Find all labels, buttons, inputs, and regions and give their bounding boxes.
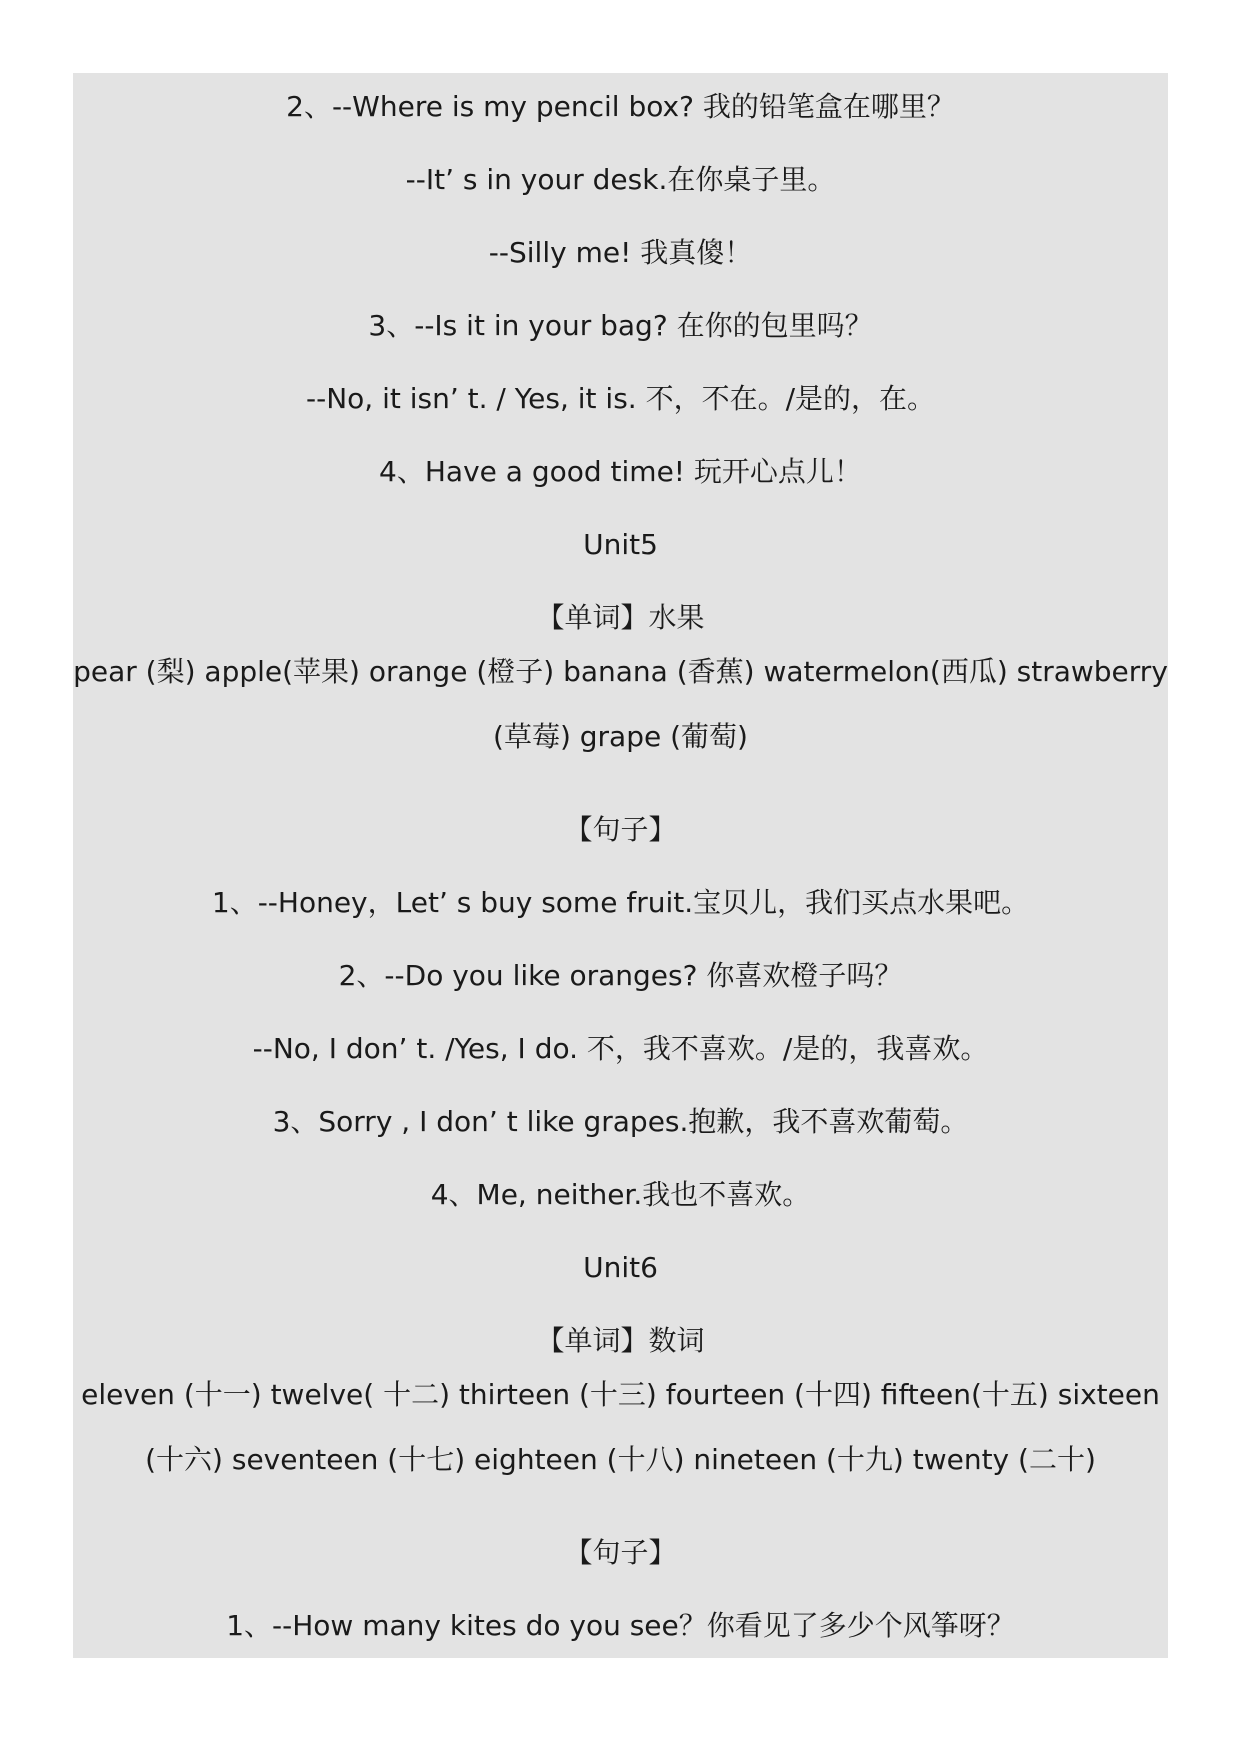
fruit-vocabulary-line: pear (梨) apple(苹果) orange (橙子) banana (香蕉) watermelon(西瓜) strawberry xyxy=(73,655,1168,688)
number-vocabulary-line: (十六) seventeen (十七) eighteen (十八) nineteen (十九) twenty (二十) xyxy=(145,1443,1096,1476)
unit5-fruit-vocabulary xyxy=(73,639,1168,769)
unit6-words-heading: 【单词】数词 xyxy=(536,1324,705,1357)
sentence-how-many-kites: 1、--How many kites do you see？你看见了多少个风筝呀？ xyxy=(226,1609,1015,1642)
sentence-in-your-desk: --It’ s in your desk.在你桌子里。 xyxy=(405,163,836,196)
unit5-heading: Unit5 xyxy=(583,528,658,561)
sentence-buy-fruit: 1、--Honey，Let’ s buy some fruit.宝贝儿，我们买点水果吧。 xyxy=(211,886,1030,919)
sentence-no-i-dont: --No, I don’ t. /Yes, I do. 不，我不喜欢。/是的，我喜欢。 xyxy=(252,1032,989,1065)
sentence-have-good-time: 4、Have a good time! 玩开心点儿！ xyxy=(379,455,862,488)
fruit-vocabulary-line: (草莓) grape (葡萄) xyxy=(493,720,748,753)
sentence-like-oranges: 2、--Do you like oranges? 你喜欢橙子吗？ xyxy=(338,959,903,992)
unit6-number-vocabulary xyxy=(73,1362,1168,1492)
sentence-dont-like-grapes: 3、Sorry , I don’ t like grapes.抱歉，我不喜欢葡萄。 xyxy=(272,1105,969,1138)
sentence-in-your-bag: 3、--Is it in your bag? 在你的包里吗？ xyxy=(368,309,873,342)
sentence-where-pencil-box: 2、--Where is my pencil box? 我的铅笔盒在哪里？ xyxy=(286,90,955,123)
unit5-sentences-heading: 【句子】 xyxy=(564,813,677,846)
sentence-me-neither: 4、Me, neither.我也不喜欢。 xyxy=(430,1178,811,1211)
unit5-words-heading: 【单词】水果 xyxy=(536,601,705,634)
document-page xyxy=(73,73,1168,1658)
number-vocabulary-line: eleven (十一) twelve( 十二) thirteen (十三) fourteen (十四) fifteen(十五) sixteen xyxy=(81,1378,1160,1411)
sentence-no-it-isnt: --No, it isn’ t. / Yes, it is. 不，不在。/是的，在。 xyxy=(305,382,936,415)
unit6-sentences-heading: 【句子】 xyxy=(564,1536,677,1569)
sentence-silly-me: --Silly me! 我真傻！ xyxy=(488,236,753,269)
unit6-heading: Unit6 xyxy=(583,1251,658,1284)
